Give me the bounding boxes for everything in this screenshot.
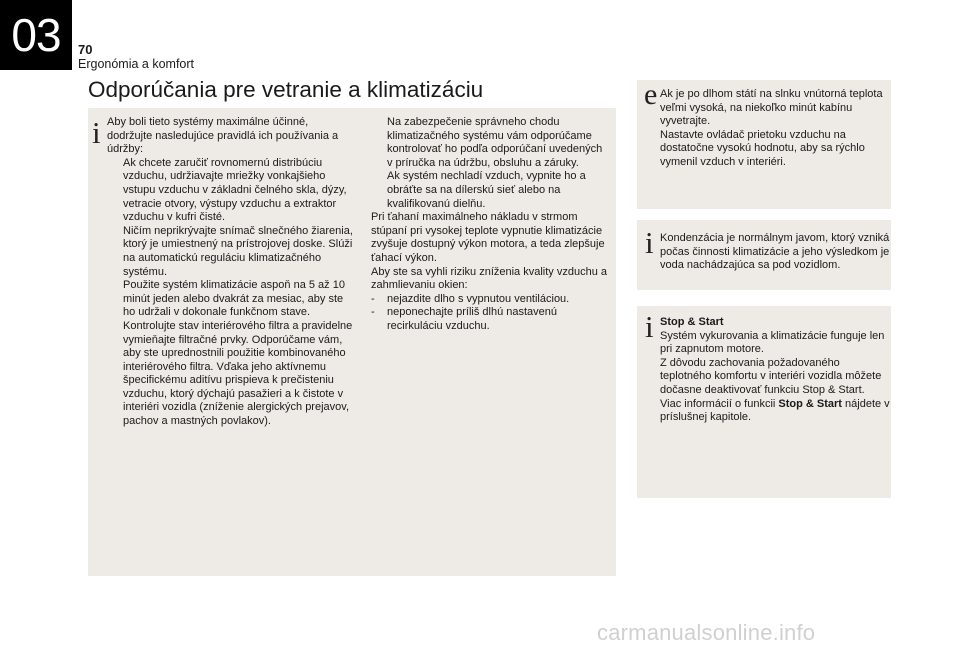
dash-mark: - (371, 292, 375, 305)
page-number: 70 (78, 42, 93, 57)
list-item: Ak chcete zaručiť rovnomernú distribúciu vzduchu, udržiavajte mriežky vonkajšieho vstupu vzduchu v základni čelného skla, dýzy, vetracie otvory, výstupy vzduchu a extraktor vzduchu v kufri čisté. (123, 156, 347, 224)
info-icon: i (92, 115, 101, 150)
condensation-note: Kondenzácia je normálnym javom, ktorý vzniká počas činnosti klimatizácie a jeho výsledkom je voda nachádzajúca sa pod vozidlom. (660, 232, 890, 272)
eco-icon: e (644, 78, 658, 111)
stop-start-title: Stop & Start (660, 316, 724, 328)
eco-note: Ak je po dlhom státí na slnku vnútorná teplota veľmi vysoká, na niekoľko minút kabínu vyvetrajte. Nastavte ovládač prietoku vzduchu na dostatočne vysokú hodnotu, aby sa rýchlo vymenil vzduch v interiéri. (660, 88, 883, 168)
intro-text: Aby boli tieto systémy maximálne účinné, dodržujte nasledujúce pravidlá ich používania a údržby: (107, 116, 339, 156)
list-item: - nejazdite dlho s vypnutou ventiláciou. (371, 292, 570, 305)
page-title: Odporúčania pre vetranie a klimatizáciu (88, 77, 484, 102)
air-quality-text: Aby ste sa vyhli riziku zníženia kvality vzduchu a zahmlievaniu okien: (371, 265, 607, 292)
towing-text: Pri ťahaní maximálneho nákladu v strmom stúpaní pri vysokej teplote vypnutie klimatizácie zvyšuje dostupný výkon motora, a teda zlepšuje ťahací výkon. (371, 211, 605, 264)
list-item: Ničím neprikrývajte snímač slnečného žiarenia, ktorý je umiestnený na prístrojovej doske. Slúži na automatickú reguláciu klimatizačného systému. (123, 224, 353, 278)
chapter-number: 03 (0, 0, 72, 70)
list-item: Na zabezpečenie správneho chodu klimatizačného systému vám odporúčame kontrolovať ho podľa odporúčaní uvedených v príručka na údržbu, obsluhu a záruky. (387, 116, 603, 169)
dash-mark: - (371, 306, 375, 319)
info-icon: i (645, 309, 654, 344)
list-item: - neponechajte príliš dlhú nastavenú recirkuláciu vzduchu. (371, 306, 558, 332)
stop-start-note: Stop & Start Systém vykurovania a klimatizácie funguje len pri zapnutom motore. Z dôvodu zachovania požadovaného teplotného komfortu v interiéri vozidla môžete dočasne deaktivovať funkciu Stop & Start. Viac informácií o funkcii Stop & Start nájdete v príslušnej kapitole. (660, 316, 890, 424)
list-item: Kontrolujte stav interiérového filtra a pravidelne vymieňajte filtračné prvky. Odporúčame vám, aby ste uprednostnili použitie kombinovaného interiérového filtra. Vďaka jeho aktívnemu špecifickému aditívu prispieva k prečisteniu vzduchu, ktorý dýchajú pasažieri a k čistote v interiéri vozidla (zníženie alergických prejavov, pachov a mastných povlakov). (123, 319, 353, 428)
recommendations-left-column (107, 116, 353, 429)
section-name: Ergonómia a komfort (78, 57, 195, 71)
recommendations-right-column (371, 116, 607, 334)
list-item: Ak systém nechladí vzduch, vypnite ho a obráťte sa na dílerskú sieť alebo na kvalifikovanú dielňu. (387, 170, 586, 210)
list-item: Použite systém klimatizácie aspoň na 5 až 10 minút jeden alebo dvakrát za mesiac, aby ste ho udržali v dokonale funkčnom stave. (123, 279, 345, 319)
watermark: carmanualsonline.info (597, 620, 816, 645)
info-icon: i (645, 225, 654, 260)
